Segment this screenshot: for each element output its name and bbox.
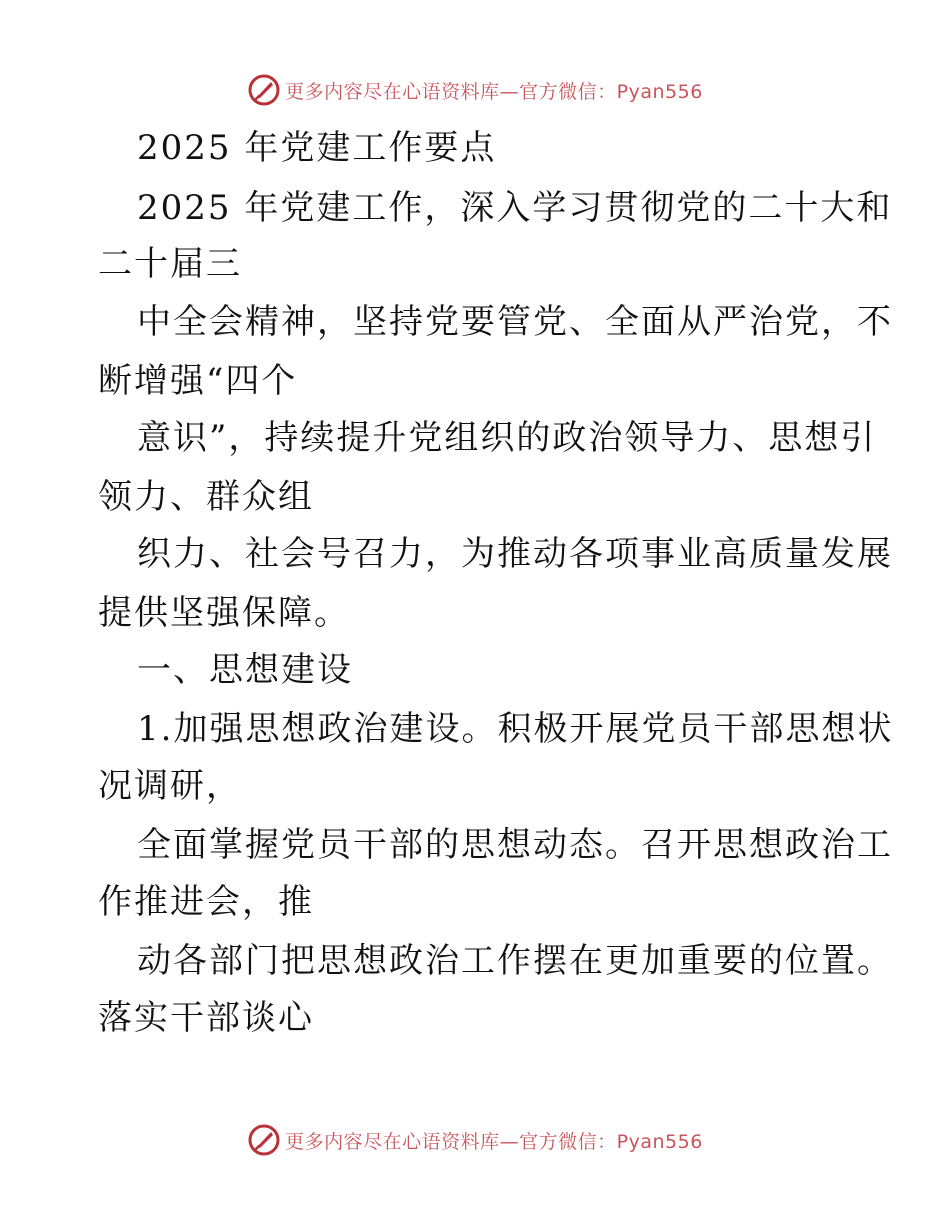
paragraph-line: 1.加强思想政治建设。积极开展党员干部思想状 [137, 709, 894, 749]
quill-logo-icon [247, 73, 281, 107]
paragraph-line: 领力、群众组 [98, 477, 314, 517]
paragraph-line: 动各部门把思想政治工作摆在更加重要的位置。 [137, 941, 893, 981]
paragraph-line: 断增强“四个 [98, 361, 298, 401]
paragraph-line: 作推进会，推 [98, 882, 314, 922]
footer-banner-text: 更多内容尽在心语资料库—官方微信：Pyan556 [285, 1130, 703, 1153]
section-heading: 一、思想建设 [137, 650, 353, 690]
footer-banner [0, 1120, 950, 1160]
paragraph-line: 2025 年党建工作，深入学习贯彻党的二十大和 [137, 188, 893, 228]
paragraph-line: 全面掌握党员干部的思想动态。召开思想政治工 [137, 825, 893, 865]
document-title: 2025 年党建工作要点 [137, 128, 497, 168]
paragraph-line: 织力、社会号召力，为推动各项事业高质量发展 [137, 534, 893, 574]
paragraph-line: 落实干部谈心 [98, 998, 314, 1038]
paragraph-line: 中全会精神，坚持党要管党、全面从严治党，不 [137, 302, 893, 342]
paragraph-line: 二十届三 [98, 244, 242, 284]
header-banner-text: 更多内容尽在心语资料库—官方微信：Pyan556 [285, 80, 703, 103]
paragraph-line: 况调研， [98, 766, 242, 806]
header-banner [0, 70, 950, 110]
paragraph-line: 意识”，持续提升党组织的政治领导力、思想引 [137, 418, 877, 458]
quill-logo-icon [247, 1123, 281, 1157]
paragraph-line: 提供坚强保障。 [98, 593, 350, 633]
